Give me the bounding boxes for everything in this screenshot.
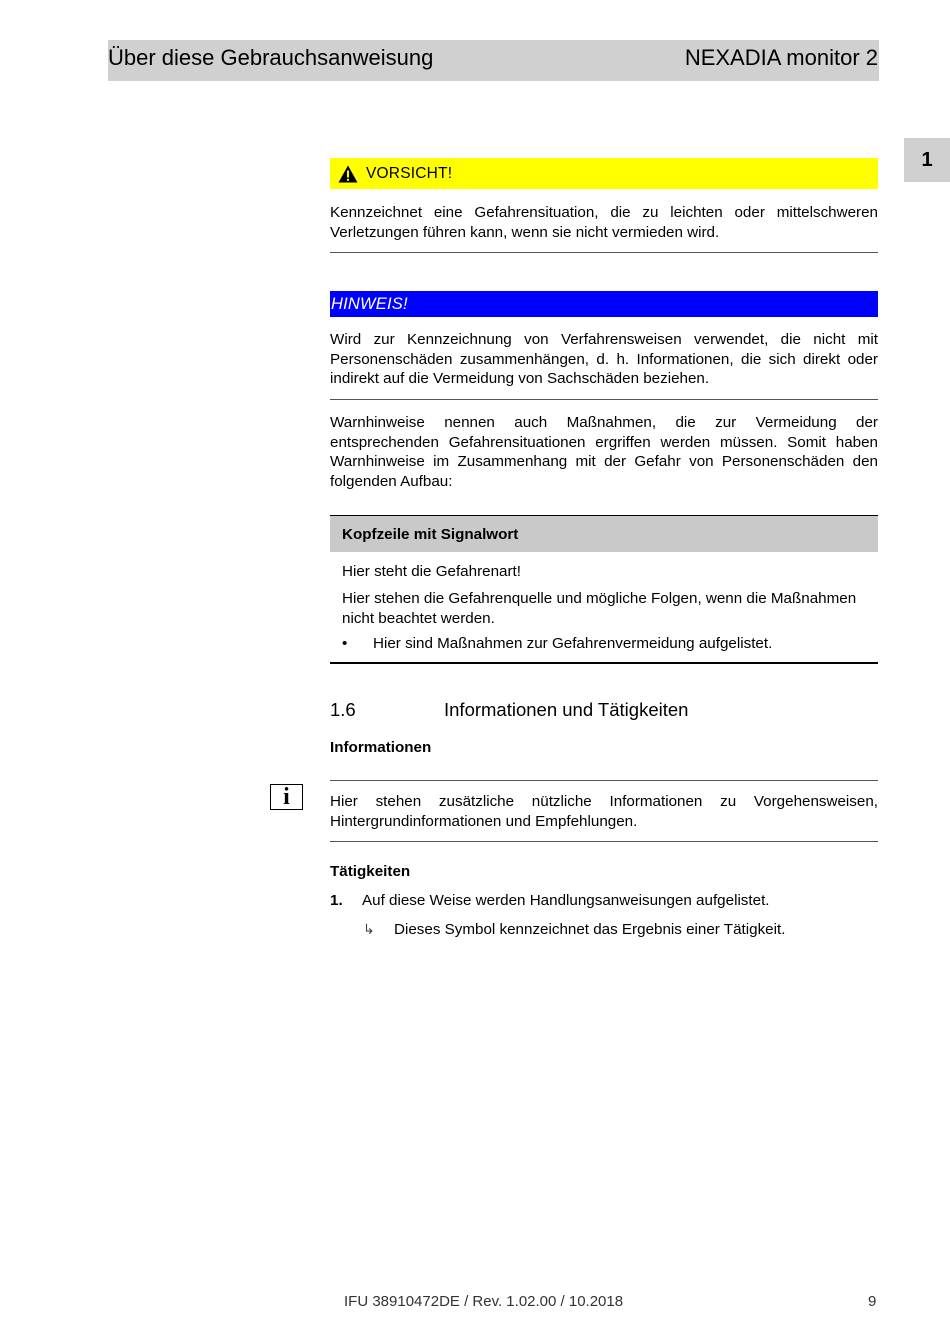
divider xyxy=(330,252,878,253)
result-text: Dieses Symbol kennzeichnet das Ergebnis einer Tätigkeit. xyxy=(394,921,786,938)
structure-hazard-source: Hier stehen die Gefahrenquelle und mögliche Folgen, wenn die Maßnahmen nicht beachtet werden. xyxy=(342,590,857,627)
section-title: Informationen und Tätigkeiten xyxy=(444,699,689,720)
structure-header-label: Kopfzeile mit Signalwort xyxy=(342,525,519,543)
divider xyxy=(330,780,878,781)
section-number: 1.6 xyxy=(330,699,356,720)
notice-text: Wird zur Kennzeichnung von Verfahrensweisen verwendet, die nicht mit Personenschäden zusammenhängen, d. h. Informationen, die sich direkt oder indirekt auf die Vermeidung von Sachschäden beziehen. xyxy=(330,331,878,387)
activities-heading: Tätigkeiten xyxy=(330,863,411,880)
step-text: Auf diese Weise werden Handlungsanweisungen aufgelistet. xyxy=(362,892,770,909)
divider xyxy=(330,662,878,664)
footer-document-id: IFU 38910472DE / Rev. 1.02.00 / 10.2018 xyxy=(344,1293,624,1310)
result-arrow-icon: ↳ xyxy=(363,921,375,937)
structure-header xyxy=(330,515,878,552)
bullet-symbol: • xyxy=(342,635,348,652)
header-left-title: Über diese Gebrauchsanweisung xyxy=(108,45,434,70)
divider xyxy=(330,399,878,400)
footer-page-number: 9 xyxy=(868,1293,877,1310)
chapter-tab: 1 xyxy=(904,138,950,182)
divider xyxy=(330,841,878,842)
warning-triangle-icon xyxy=(338,165,358,183)
info-heading: Informationen xyxy=(330,739,432,756)
structure-measure-text: Hier sind Maßnahmen zur Gefahrenvermeidung aufgelistet. xyxy=(373,635,773,652)
notice-bar xyxy=(330,291,878,317)
caution-bar xyxy=(330,158,878,189)
info-text: Hier stehen zusätzliche nützliche Informationen zu Vorgehensweisen, Hintergrundinformationen und Empfehlungen. xyxy=(330,793,878,830)
caution-label: VORSICHT! xyxy=(366,164,453,182)
header-right-title: NEXADIA monitor 2 xyxy=(684,45,878,70)
warning-intro-text: Warnhinweise nennen auch Maßnahmen, die zur Vermeidung der entsprechenden Gefahrensituationen ergriffen werden müssen. Somit haben Warnhinweise im Zusammenhang mit der Gefahr von Personenschäden den folgenden Aufbau: xyxy=(330,414,878,490)
step-number: 1. xyxy=(330,892,343,909)
notice-label: HINWEIS! xyxy=(331,294,408,313)
caution-text: Kennzeichnet eine Gefahrensituation, die zu leichten oder mittelschweren Verletzungen führen kann, wenn sie nicht vermieden wird. xyxy=(330,204,878,241)
info-icon: i xyxy=(270,784,303,810)
structure-hazard-type: Hier steht die Gefahrenart! xyxy=(342,563,521,580)
